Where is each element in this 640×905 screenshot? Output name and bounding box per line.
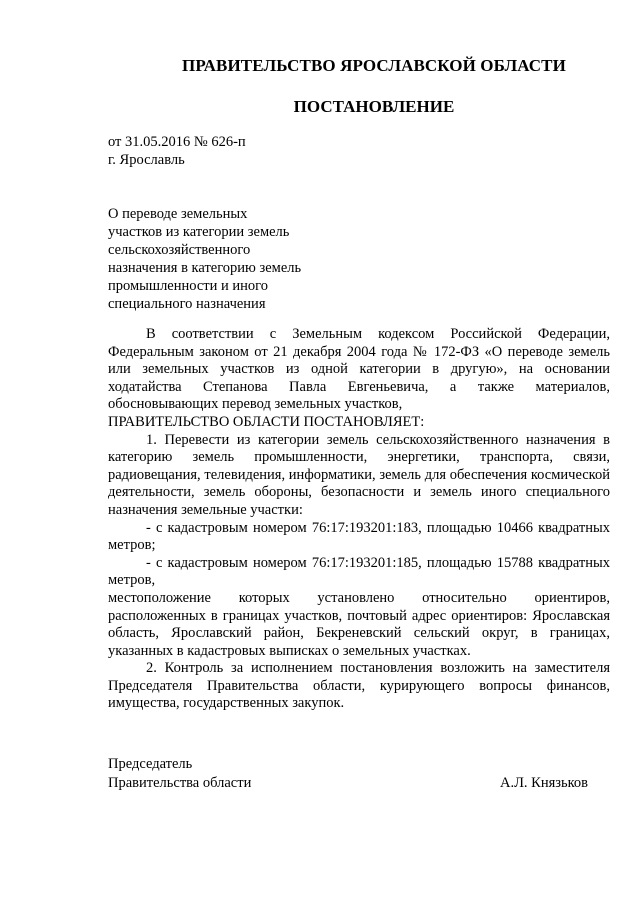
document-body — [108, 326, 610, 713]
document-subject — [108, 205, 348, 313]
item-2-paragraph: 2. Контроль за исполнением постановления возложить на заместителя Председателя Правительства области, курирующего вопросы финансов, имущества, государственных закупок. — [108, 660, 610, 712]
city: г. Ярославль — [108, 152, 185, 168]
document-type: ПОСТАНОВЛЕНИЕ — [293, 97, 455, 116]
location-paragraph: местоположение которых установлено относительно ориентиров, расположенных в границах участков, почтовый адрес ориентиров: Ярославская область, Ярославский район, Бекреневский сельский округ, в границах, указанных в кадастровых выписках о земельных участках. — [108, 589, 610, 659]
signature-row — [108, 774, 610, 793]
subject-line: сельскохозяйственного — [108, 242, 251, 258]
signature-block — [108, 755, 610, 793]
signature-position-line2: Правительства области — [108, 775, 252, 791]
signatory-name: А.Л. Князьков — [499, 775, 588, 791]
signature-position-line1: Председатель — [108, 756, 193, 772]
preamble-paragraph: В соответствии с Земельным кодексом Российской Федерации, Федеральным законом от 21 декабря 2004 года № 172-ФЗ «О переводе земель или земельных участков из одной категории в другую», на основании ходатайства Степанова Павла Евгеньевича, а также материалов, обосновывающих перевод земельных участков, — [108, 326, 610, 413]
decree-line: ПРАВИТЕЛЬСТВО ОБЛАСТИ ПОСТАНОВЛЯЕТ: — [108, 413, 425, 430]
parcel-2-item: - с кадастровым номером 76:17:193201:185, площадью 15788 квадратных метров, — [108, 554, 610, 589]
subject-line: назначения в категорию земель — [108, 260, 302, 276]
parcel-1-item: - с кадастровым номером 76:17:193201:183, площадью 10466 квадратных метров; — [108, 519, 610, 554]
subject-line: О переводе земельных — [108, 206, 248, 222]
item-1-paragraph: 1. Перевести из категории земель сельскохозяйственного назначения в категорию земель промышленности, энергетики, транспорта, связи, радиовещания, телевидения, информатики, земель для обеспечения космической деятельности, земель обороны, безопасности и земель иного специального назначения земельные участки: — [108, 431, 610, 518]
subject-line: специального назначения — [108, 296, 266, 312]
date-number: от 31.05.2016 № 626-п — [108, 134, 246, 150]
document-meta — [108, 133, 246, 169]
subject-line: промышленности и иного — [108, 278, 269, 294]
subject-line: участков из категории земель — [108, 224, 290, 240]
organization-title: ПРАВИТЕЛЬСТВО ЯРОСЛАВСКОЙ ОБЛАСТИ — [182, 56, 566, 75]
